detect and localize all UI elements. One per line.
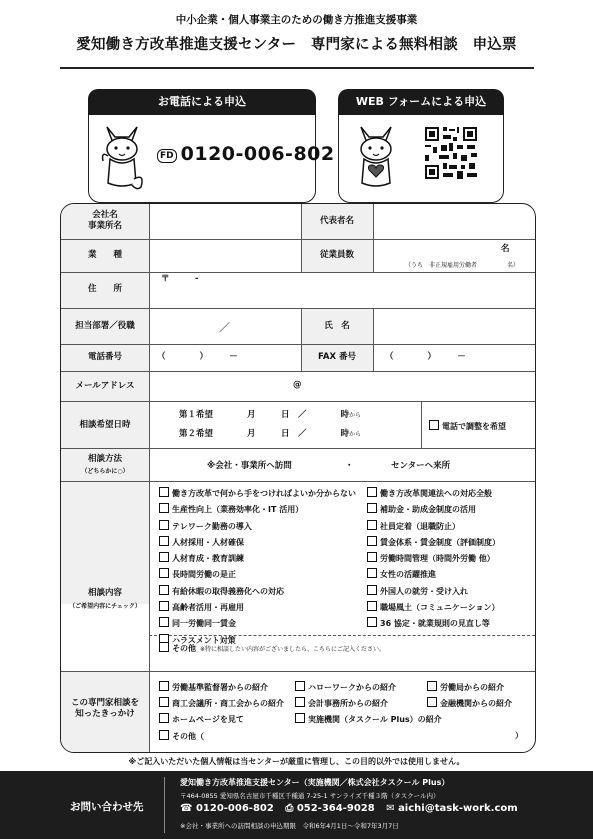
content-option[interactable]: 人材採用・人材確保 [159, 536, 356, 552]
department-label: 担当部署／役職 [75, 321, 135, 331]
content-option[interactable]: 労働時間管理（時間外労働 他） [367, 552, 500, 568]
fax-label: FAX 番号 [318, 352, 356, 362]
tel-label: 電話番号 [87, 352, 122, 362]
freedial-badge: FD [157, 149, 177, 163]
form-label-column [61, 204, 149, 604]
footer-fax: 052-364-9028 [296, 803, 375, 814]
company-label: 会社名 事業所名 [87, 210, 122, 231]
method-label: 相談方法 [87, 454, 122, 464]
mail-icon: ✉ [386, 803, 395, 814]
representative-label: 代表者名 [319, 216, 354, 226]
footer [0, 771, 593, 839]
footer-email[interactable]: aichi@task-work.com [398, 803, 518, 814]
privacy-note: ※ご記入いただいた個人情報は当センターが厳重に管理し、この目的以外では使用しません。 [128, 757, 465, 766]
content-option[interactable]: ハラスメント対策 [159, 634, 356, 650]
email-field[interactable] [153, 374, 531, 398]
trigger-option[interactable]: 実施機関（タスクール Plus）の紹介 [295, 713, 442, 725]
fox-mascot-heart-icon [353, 121, 399, 193]
email-label: メールアドレス [75, 381, 135, 391]
title-rule [60, 67, 534, 69]
footer-address: 〒464-0855 愛知県名古屋市千種区千種通 7-25-1 サンライズ千種３階（タスクール内） [180, 792, 440, 800]
date-first-choice[interactable]: 第１希望 月 日 ／ 時から [179, 410, 362, 420]
date-second-choice[interactable]: 第２希望 月 日 ／ 時から [179, 429, 362, 439]
footer-organization: 愛知働き方改革推進支援センター（実施機関／株式会社タスクール Plus） [180, 778, 450, 787]
content-sublabel: （ご希望内容にチェック） [69, 603, 141, 610]
content-option[interactable]: 外国人の就労・受け入れ [367, 585, 500, 601]
industry-label: 業 種 [87, 250, 122, 260]
method-option-center[interactable]: センターへ来所 [391, 461, 451, 471]
email-at-sign: @ [293, 380, 302, 390]
content-option[interactable]: 女性の活躍推進 [367, 568, 500, 584]
content-option[interactable]: 同一労働同一賃金 [159, 617, 356, 633]
content-option[interactable]: 人材育成・教育訓練 [159, 552, 356, 568]
page-title: 愛知働き方改革推進支援センター 専門家による無料相談 申込票 [76, 37, 517, 53]
tel-field[interactable]: （ ） － [157, 352, 238, 362]
method-sublabel: （どちらかに○） [81, 468, 129, 475]
content-option[interactable]: 補助金・助成金制度の活用 [367, 503, 500, 519]
department-separator: ／ [219, 321, 230, 334]
phone-application-box [88, 89, 335, 203]
phone-box-header: お電話による申込 [88, 89, 316, 115]
employees-note: （うち 非正規雇用労働者 名） [405, 262, 520, 269]
phone-adjust-checkbox[interactable]: 電話で調整を希望 [429, 420, 506, 432]
footer-tel[interactable]: 0120-006-802 [195, 803, 274, 814]
name-label: 氏 名 [324, 321, 350, 331]
content-right-list [367, 487, 500, 634]
trigger-option[interactable]: 労働基準監督署からの紹介 [159, 681, 268, 693]
content-option[interactable]: 有給休暇の取得義務化への対応 [159, 585, 356, 601]
method-separator: ・ [345, 461, 354, 471]
address-field[interactable] [153, 274, 531, 306]
content-option[interactable]: 賃金体系・賃金制度（評価制度） [367, 536, 500, 552]
application-form [60, 203, 536, 753]
web-box-header: WEB フォームによる申込 [338, 89, 504, 115]
date-label: 相談希望日時 [79, 420, 131, 430]
trigger-other-close: ） [515, 731, 523, 740]
postal-code-prefix: 〒 - [161, 274, 199, 284]
header-subtitle: 中小企業・個人事業主のための働き方推進支援事業 [175, 14, 418, 26]
content-option[interactable]: 高齢者活用・再雇用 [159, 601, 356, 617]
content-left-list [159, 487, 356, 650]
footer-period-note: ※会社・事業所への訪問相談の申込期限 令和6年4月1日～令和7年3月7日 [180, 822, 399, 830]
employees-unit: 名 [501, 244, 510, 254]
content-label: 相談内容 [87, 588, 122, 598]
content-option[interactable]: 働き方改革関連法への対応全般 [367, 487, 500, 503]
content-option[interactable]: 生産性向上（業務効率化・IT 活用） [159, 503, 356, 519]
content-option[interactable]: 社員定着（退職防止） [367, 520, 500, 536]
trigger-option[interactable]: 会計事務所からの紹介 [295, 697, 388, 709]
phone-number[interactable]: 0120-006-802 [180, 143, 335, 165]
contact-label: お問い合わせ先 [70, 801, 144, 813]
checkbox-icon[interactable] [429, 420, 439, 430]
trigger-other-checkbox[interactable]: その他（ [159, 730, 204, 742]
web-application-box [338, 89, 504, 203]
qr-code-icon[interactable] [423, 125, 479, 181]
content-option[interactable]: 長時間労働の是正 [159, 568, 356, 584]
trigger-label: この専門家相談を 知ったきっかけ [70, 698, 139, 719]
content-other-checkbox[interactable]: その他 ※特に相談したい内容がございましたら、こちらにご記入ください。 [159, 642, 385, 654]
address-label: 住 所 [87, 284, 122, 294]
trigger-option[interactable]: 商工会議所・商工会からの紹介 [159, 697, 284, 709]
department-field[interactable] [153, 311, 297, 341]
phone-icon: ☎ [180, 803, 193, 814]
footer-contact-line [180, 803, 518, 814]
trigger-option[interactable]: ハローワークからの紹介 [295, 681, 396, 693]
content-option[interactable]: 働き方改革で何から手をつければよいか分からない [159, 487, 356, 503]
fox-mascot-icon [99, 121, 145, 193]
fax-field[interactable]: （ ） － [385, 352, 466, 362]
trigger-option[interactable]: 労働局からの紹介 [427, 681, 504, 693]
industry-field[interactable] [153, 242, 297, 269]
representative-name-field[interactable] [377, 207, 531, 236]
employees-label: 従業員数 [319, 250, 354, 260]
fax-icon: ⎙ [285, 803, 294, 814]
content-option[interactable]: 職場風土（コミュニケーション） [367, 601, 500, 617]
name-field[interactable] [377, 311, 531, 341]
content-option[interactable]: テレワーク勤務の導入 [159, 520, 356, 536]
trigger-option[interactable]: 金融機関からの紹介 [427, 697, 512, 709]
content-other-note: ※特に相談したい内容がございましたら、こちらにご記入ください。 [200, 646, 386, 653]
method-option-visit[interactable]: ※会社・事業所へ訪問 [207, 461, 292, 471]
trigger-option[interactable]: ホームページを見て [159, 713, 244, 725]
content-option[interactable]: 36 協定・就業規則の見直し等 [367, 617, 500, 633]
company-name-field[interactable] [153, 207, 297, 236]
